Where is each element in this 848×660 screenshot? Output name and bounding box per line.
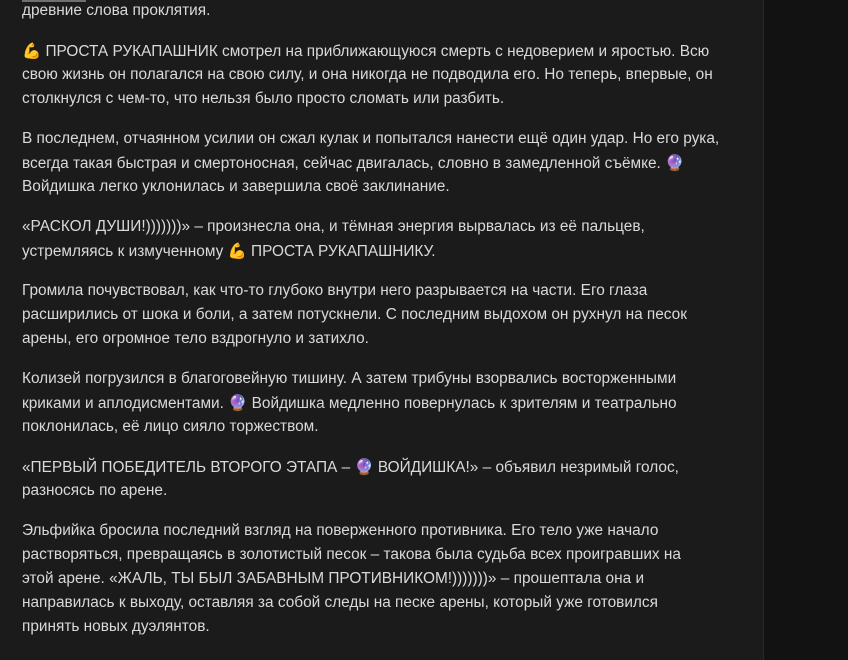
text-line — [22, 391, 762, 415]
story-text — [22, 0, 762, 655]
paragraph-5 — [22, 367, 762, 439]
text-line: поклонилась, её лицо сияло торжеством. — [22, 418, 319, 435]
text-line: Эльфийка бросила последний взгляд на поверженного противника. Его тело уже начало — [22, 522, 659, 539]
text-line: столкнулся с чем-то, что нельзя было просто сломать или разбить. — [22, 90, 505, 107]
text-line: Колизей погрузился в благоговейную тишину. А затем трибуны взорвались восторженными — [22, 370, 677, 387]
text-line: расширились от шока и боли, а затем потускнели. С последним выдохом он рухнул на песок — [22, 306, 687, 323]
text-line: принять новых дуэлянтов. — [22, 618, 210, 635]
text-span: устремляясь к измученному — [22, 243, 228, 260]
text-span: ПРОСТА РУКАПАШНИК смотрел на приближающуюся смерть с недоверием и яростью. Всю — [41, 43, 710, 60]
text-line: древние слова проклятия. — [22, 2, 211, 19]
text-span: криками и аплодисментами. — [22, 395, 229, 412]
crystal-ball-icon: 🔮 — [228, 394, 248, 412]
text-span: ПРОСТА РУКАПАШНИКУ. — [246, 243, 436, 260]
text-line: разносясь по арене. — [22, 482, 168, 499]
flexed-biceps-icon: 💪 — [22, 42, 42, 60]
text-line — [22, 39, 762, 63]
paragraph-0 — [22, 0, 762, 23]
text-line: растворяться, превращаясь в золотистый песок – такова была судьба всех проигравших на — [22, 546, 681, 563]
paragraph-6 — [22, 455, 762, 503]
flexed-biceps-icon: 💪 — [227, 242, 247, 260]
text-line: этой арене. «ЖАЛЬ, ТЫ БЫЛ ЗАБАВНЫМ ПРОТИВНИКОМ!)))))))» – прошептала она и — [22, 570, 645, 587]
text-line: В последнем, отчаянном усилии он сжал кулак и попытался нанести ещё один удар. Но его рука, — [22, 130, 720, 147]
text-line: Громила почувствовал, как что-то глубоко внутри него разрывается на части. Его глаза — [22, 282, 648, 299]
crystal-ball-icon: 🔮 — [665, 154, 685, 172]
paragraph-1 — [22, 39, 762, 111]
text-span: всегда такая быстрая и смертоносная, сейчас двигалась, словно в замедленной съёмке. — [22, 155, 666, 172]
text-line: направилась к выходу, оставляя за собой следы на песке арены, который уже готовился — [22, 594, 658, 611]
paragraph-3 — [22, 215, 762, 263]
text-line: «РАСКОЛ ДУШИ!)))))))» – произнесла она, и тёмная энергия вырвалась из её пальцев, — [22, 218, 645, 235]
paragraph-4 — [22, 279, 762, 351]
paragraph-7 — [22, 519, 762, 639]
text-span: ВОЙДИШКА!» – объявил незримый голос, — [373, 459, 679, 476]
text-span: Войдишка медленно повернулась к зрителям и театрально — [247, 395, 677, 412]
text-line: свою жизнь он полагался на свою силу, и она никогда не подводила его. Но теперь, впервые, он — [22, 66, 713, 83]
text-line — [22, 239, 762, 263]
text-line: Войдишка легко уклонилась и завершила своё заклинание. — [22, 178, 450, 195]
text-span: «ПЕРВЫЙ ПОБЕДИТЕЛЬ ВТОРОГО ЭТАПА – — [22, 459, 355, 476]
crystal-ball-icon: 🔮 — [354, 458, 374, 476]
paragraph-2 — [22, 127, 762, 199]
text-line: арены, его огромное тело вздрогнуло и затихло. — [22, 330, 369, 347]
text-line — [22, 455, 762, 479]
text-line — [22, 151, 762, 175]
